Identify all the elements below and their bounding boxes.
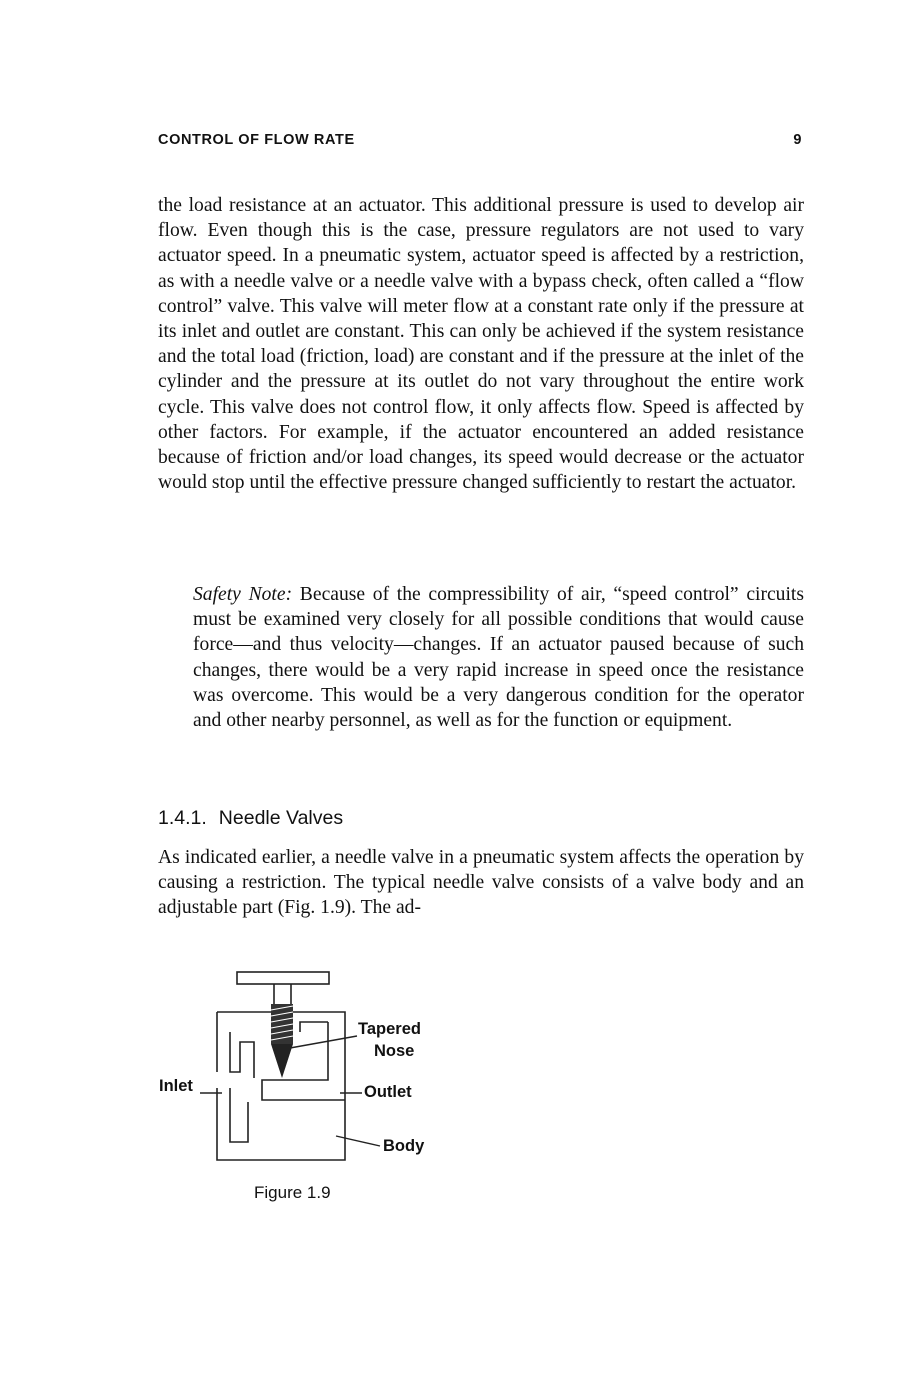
safety-note-text: Because of the compressibility of air, “speed control” circuits must be examined very closely for all possible conditions that would cause force—and thus velocity—changes. If an actuator paused because of such changes, there would be a very rapid increase in speed once the resistance was overcome. This would be a very dangerous condition for the operator and other nearby personnel, as well as for the function or equipment. bbox=[193, 584, 804, 732]
safety-note-lead: Safety Note: bbox=[193, 584, 293, 605]
label-nose: Nose bbox=[374, 1042, 415, 1060]
section-heading bbox=[158, 807, 343, 830]
running-head bbox=[158, 132, 802, 154]
safety-note bbox=[193, 582, 804, 733]
body-paragraph-2: As indicated earlier, a needle valve in a pneumatic system affects the operation by causing a restriction. The typical needle valve consists of a valve body and an adjustable part (Fig. 1.9). The ad- bbox=[158, 847, 804, 919]
threaded-stem bbox=[271, 1004, 293, 1078]
label-tapered: Tapered bbox=[358, 1020, 421, 1038]
label-body: Body bbox=[383, 1137, 425, 1155]
figure-caption: Figure 1.9 bbox=[254, 1183, 331, 1202]
valve-handle bbox=[237, 972, 329, 984]
needle-valve-figure bbox=[150, 960, 470, 1220]
section-number: 1.4.1. bbox=[158, 807, 207, 829]
body-paragraph-1: the load resistance at an actuator. This additional pressure is used to develop air flow. Even though this is the case, pressure regulators are not used to vary actuator speed. In a pneumatic system, actuator speed is affected by a restriction, as with a needle valve or a needle valve with a bypass check, often called a “flow control” valve. This valve will meter flow at a constant rate only if the pressure at its inlet and outlet are constant. This can only be achieved if the system resistance and the total load (friction, load) are constant and if the pressure at the inlet of the cylinder and the pressure at its outlet do not vary throughout the entire work cycle. This valve does not control flow, it only affects flow. Speed is affected by other factors. For example, if the actuator encountered an added resistance because of friction and/or load changes, its speed would decrease or the actuator would stop until the effective pressure changed sufficiently to restart the actuator. bbox=[158, 195, 804, 494]
label-inlet: Inlet bbox=[159, 1077, 193, 1095]
page-number: 9 bbox=[793, 132, 802, 148]
running-title: CONTROL OF FLOW RATE bbox=[158, 132, 355, 148]
label-outlet: Outlet bbox=[364, 1083, 412, 1101]
tapered-nose bbox=[271, 1044, 293, 1078]
section-title: Needle Valves bbox=[218, 807, 344, 829]
